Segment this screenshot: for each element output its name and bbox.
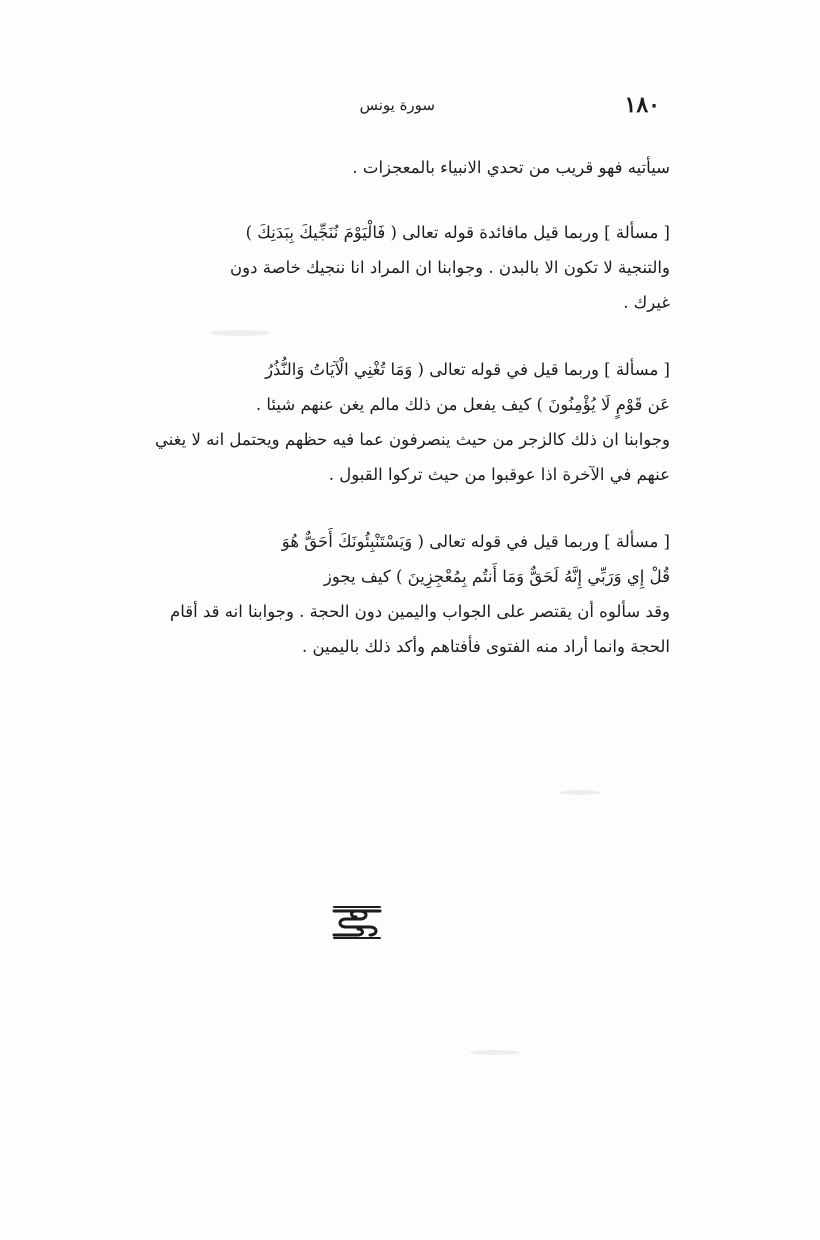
scan-speck — [470, 1050, 520, 1055]
paragraph-gap — [38, 320, 670, 352]
scan-speck — [560, 790, 600, 795]
text-line: عنهم في الآخرة اذا عوقبوا من حيث تركوا القبول . — [328, 465, 670, 484]
text-line: غيرك . — [623, 293, 670, 312]
page-header — [300, 92, 660, 126]
text-line: [ مسألة ] وربما قيل في قوله تعالى ( وَمَا تُغْنِي الْآيَاتُ وَالنُّذُرُ — [265, 360, 670, 379]
running-title: سورة يونس — [359, 96, 435, 114]
text-line: [ مسألة ] وربما قيل مافائدة قوله تعالى ( فَالْيَوْمَ نُنَجِّيكَ بِبَدَنِكَ ) — [245, 223, 670, 242]
text-line: الحجة وانما أراد منه الفتوى فأفتاهم وأكد ذلك باليمين . — [302, 637, 670, 656]
body-text — [38, 150, 670, 664]
text-line: قُلْ إِي وَرَبِّي إِنَّهُ لَحَقٌّ وَمَا أَنتُم بِمُعْجِزِينَ ) كيف يجوز — [323, 567, 670, 586]
text-line: وجوابنا ان ذلك كالزجر من حيث ينصرفون عما فيه حظهم ويحتمل انه لا يغني — [154, 430, 670, 449]
text-line: وقد سألوه أن يقتصر على الجواب واليمين دون الحجة . وجوابنا انه قد أقام — [170, 602, 670, 621]
text-line: [ مسألة ] وربما قيل في قوله تعالى ( وَيَسْتَنْبِئُونَكَ أَحَقٌّ هُوَ — [281, 532, 670, 551]
text-line: والتنجية لا تكون الا بالبدن . وجوابنا ان المراد انا ننجيك خاصة دون — [230, 258, 670, 277]
text-line: سيأتيه فهو قريب من تحدي الانبياء بالمعجزات . — [352, 158, 670, 177]
end-of-section-ornament-icon — [330, 905, 384, 939]
scan-speck — [210, 330, 270, 336]
text-line: عَن قَوْمٍ لَا يُؤْمِنُونَ ) كيف يفعل من ذلك مالم يغن عنهم شيئا . — [255, 395, 670, 414]
page-number: ١٨٠ — [624, 92, 660, 118]
paragraph-gap — [38, 492, 670, 524]
paragraph-gap — [38, 185, 670, 215]
